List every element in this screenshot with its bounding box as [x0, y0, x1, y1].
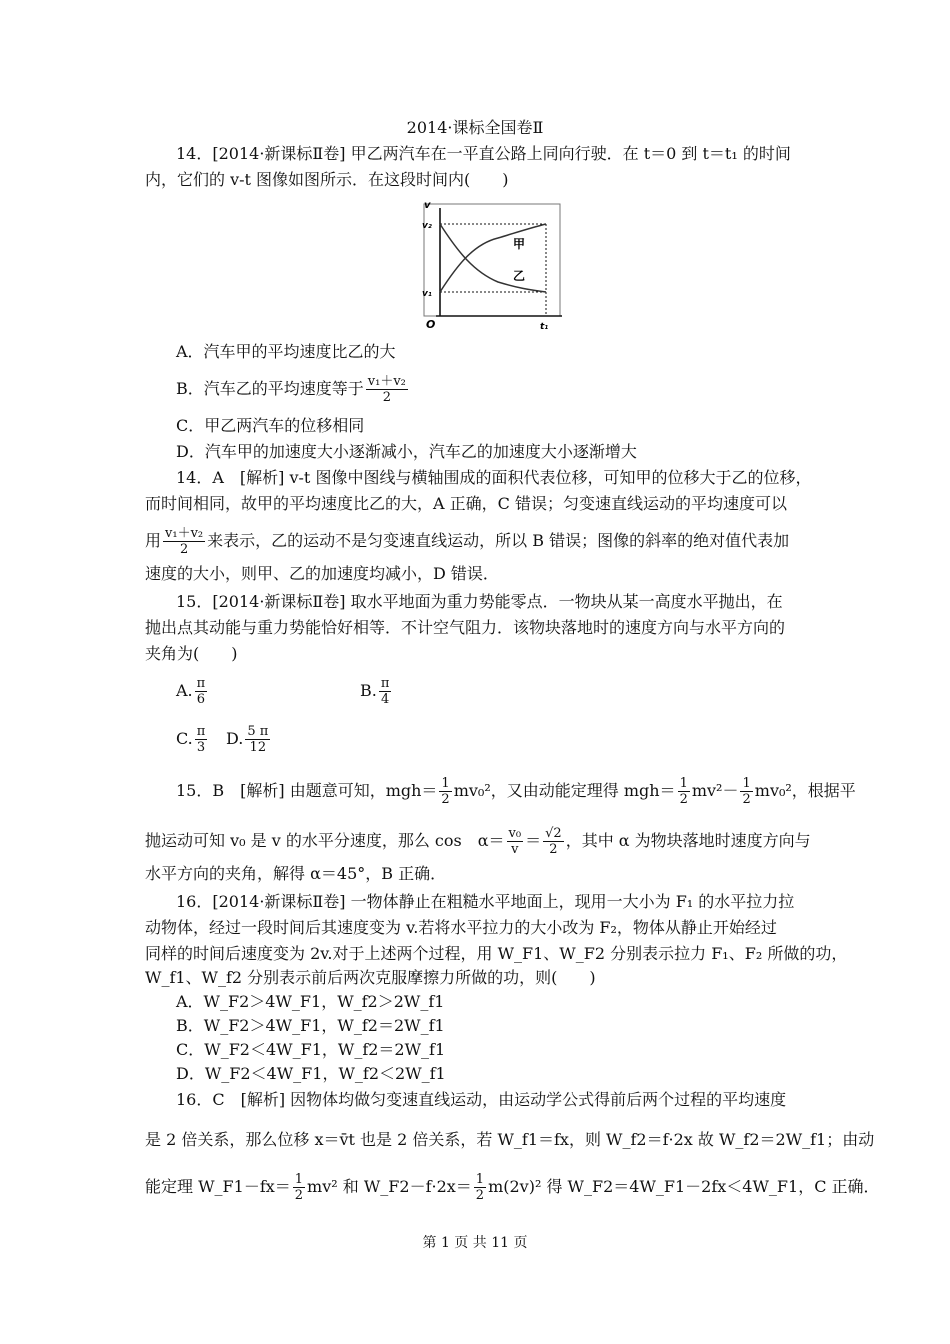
- fraction-numerator: π: [196, 724, 206, 739]
- fraction-denominator: 2: [679, 792, 688, 807]
- fraction-denominator: 2: [549, 842, 558, 857]
- fraction: [507, 826, 524, 857]
- fraction-denominator: 2: [294, 1188, 304, 1203]
- option-label: D.: [226, 729, 244, 748]
- answer-text: m(2v)² 得 W_F2＝4W_F1－2fx＜4W_F1，C 正确．: [488, 1177, 880, 1196]
- fraction-numerator: 1: [294, 1172, 304, 1187]
- q15-stem-line-2: 抛出点其动能与重力势能恰好相等．不计空气阻力．该物块落地时的速度方向与水平方向的: [145, 618, 786, 637]
- fraction: [195, 724, 208, 755]
- fraction-numerator: 1: [441, 776, 450, 791]
- q16-stem-line-1: 16．[2014·新课标Ⅱ卷] 一物体静止在粗糙水平地面上，现用一大小为 F₁ 的水平拉力拉: [176, 892, 795, 911]
- label-yi: 乙: [513, 269, 526, 283]
- q14-answer-line-3-post: 来表示，乙的运动不是匀变速直线运动，所以 B 错误；图像的斜率的绝对值代表加: [207, 531, 790, 550]
- fraction-half: [474, 1172, 486, 1203]
- fraction-numerator: π: [196, 676, 206, 691]
- q14-stem-line-2: 内，它们的 v-t 图像如图所示．在这段时间内( ): [145, 170, 509, 189]
- fraction-half: [439, 776, 451, 807]
- q15-stem-line-1: 15．[2014·新课标Ⅱ卷] 取水平地面为重力势能零点．一物块从某一高度水平抛出，在: [176, 592, 783, 611]
- document-title: 2014·课标全国卷Ⅱ: [406, 118, 544, 137]
- v1-label: v₁: [422, 289, 432, 299]
- q14-vt-graph: [418, 198, 566, 330]
- option-label: C.: [176, 729, 193, 748]
- answer-text: mv² 和 W_F2－f·2x＝: [307, 1177, 472, 1196]
- fraction-half: [740, 776, 752, 807]
- q16-answer-line-2: 是 2 倍关系，那么位移 x＝v̄t 也是 2 倍关系，若 W_f1＝fx，则 W_f2＝f·2x 故 W_f2＝2W_f1；由动: [145, 1130, 875, 1149]
- page-number-footer: 第 1 页 共 11 页: [422, 1235, 528, 1251]
- fraction-denominator: 2: [179, 542, 189, 557]
- q16-stem-line-3: 同样的时间后速度变为 2v.对于上述两个过程，用 W_F1、W_F2 分别表示拉力 F₁、F₂ 所做的功，: [145, 944, 848, 963]
- answer-text: mv²－: [691, 781, 739, 800]
- t1-label: t₁: [540, 322, 549, 330]
- fraction-denominator: 6: [196, 692, 206, 707]
- fraction-numerator: 1: [475, 1172, 485, 1187]
- fraction-denominator: 4: [380, 692, 390, 707]
- answer-text: ，其中 α 为物块落地时速度方向与: [565, 831, 811, 850]
- fraction-numerator: 1: [742, 776, 751, 791]
- q16-option-b: B．W_F2＞4W_F1，W_f2＝2W_f1: [176, 1016, 445, 1035]
- q15-option-d: [226, 724, 272, 755]
- q15-stem-line-3: 夹角为( ): [145, 644, 238, 663]
- fraction-numerator: v₁＋v₂: [367, 374, 406, 389]
- fraction-numerator: v₀: [508, 826, 522, 841]
- q14-answer-line-3: [145, 526, 789, 557]
- q16-option-d: D．W_F2＜4W_F1，W_f2＜2W_f1: [176, 1064, 446, 1083]
- fraction-denominator: v: [511, 842, 519, 857]
- fraction: [366, 374, 408, 405]
- q16-stem-line-4: W_f1、W_f2 分别表示前后两次克服摩擦力所做的功，则( ): [145, 968, 596, 987]
- option-label: B.: [360, 681, 377, 700]
- fraction-numerator: √2: [545, 826, 562, 841]
- q14-answer-line-1: 14．A [解析] v-t 图像中图线与横轴围成的面积代表位移，可知甲的位移大于乙的位移，: [176, 468, 812, 487]
- fraction: [379, 676, 392, 707]
- fraction: [163, 526, 205, 557]
- q15-answer-line-2: [145, 826, 811, 857]
- fraction-denominator: 3: [196, 740, 206, 755]
- label-jia: 甲: [513, 237, 526, 251]
- q15-answer-line-3: 水平方向的夹角，解得 α＝45°，B 正确．: [145, 864, 447, 883]
- q16-answer-line-3: [145, 1172, 880, 1203]
- v2-label: v₂: [422, 221, 432, 231]
- fraction-denominator: 12: [249, 740, 267, 755]
- q15-option-c: [176, 724, 209, 755]
- fraction-half: [293, 1172, 305, 1203]
- fraction-numerator: π: [380, 676, 390, 691]
- answer-text: mv₀²，根据平: [754, 781, 856, 800]
- q14-answer-line-2: 而时间相同，故甲的平均速度比乙的大，A 正确，C 错误；匀变速直线运动的平均速度可以: [145, 494, 787, 513]
- fraction-denominator: 2: [441, 792, 450, 807]
- fraction-half: [678, 776, 690, 807]
- q16-answer-line-1: 16．C [解析] 因物体均做匀变速直线运动，由运动学公式得前后两个过程的平均速度: [176, 1090, 787, 1109]
- fraction-denominator: 2: [742, 792, 751, 807]
- q15-answer-line-1: [176, 776, 856, 807]
- answer-text: 抛运动可知 v₀ 是 v 的水平分速度，那么 cos α＝: [145, 831, 505, 850]
- curve-yi: [440, 224, 546, 292]
- origin-label: O: [426, 318, 436, 330]
- q16-stem-line-2: 动物体，经过一段时间后其速度变为 v.若将水平拉力的大小改为 F₂，物体从静止开始经过: [145, 918, 777, 937]
- q14-answer-line-4: 速度的大小，则甲、乙的加速度均减小，D 错误．: [145, 564, 499, 583]
- q16-option-c: C．W_F2＜4W_F1，W_f2＝2W_f1: [176, 1040, 446, 1059]
- q16-option-a: A．W_F2＞4W_F1，W_f2＞2W_f1: [176, 992, 445, 1011]
- q14-option-b: [176, 374, 410, 405]
- curve-jia: [440, 224, 546, 292]
- fraction-denominator: 2: [382, 390, 391, 405]
- q14-stem-line-1: 14．[2014·新课标Ⅱ卷] 甲乙两汽车在一平直公路上同向行驶．在 t＝0 到 t＝t₁ 的时间: [176, 144, 791, 163]
- fraction-numerator: v₁＋v₂: [165, 526, 204, 541]
- q15-option-b: [360, 676, 393, 707]
- answer-text: 能定理 W_F1－fx＝: [145, 1177, 291, 1196]
- fraction-numerator: 1: [679, 776, 688, 791]
- fraction: [245, 724, 270, 755]
- q14-option-b-text: B．汽车乙的平均速度等于: [176, 379, 364, 398]
- option-label: A.: [176, 681, 193, 700]
- fraction: [195, 676, 208, 707]
- v-axis-label: v: [424, 200, 431, 211]
- q14-option-d: D．汽车甲的加速度大小逐渐减小，汽车乙的加速度大小逐渐增大: [176, 442, 637, 461]
- answer-text: mv₀²，又由动能定理得 mgh＝: [453, 781, 676, 800]
- q14-answer-line-3-pre: 用: [145, 531, 162, 550]
- fraction-denominator: 2: [475, 1188, 485, 1203]
- q15-option-a: [176, 676, 209, 707]
- answer-text: ＝: [525, 831, 542, 850]
- answer-text: 15．B [解析] 由题意可知，mgh＝: [176, 781, 438, 800]
- fraction-numerator: 5 π: [247, 724, 269, 739]
- q14-option-c: C．甲乙两汽车的位移相同: [176, 416, 365, 435]
- fraction-sqrt: [543, 826, 564, 857]
- q14-option-a: A．汽车甲的平均速度比乙的大: [176, 342, 396, 361]
